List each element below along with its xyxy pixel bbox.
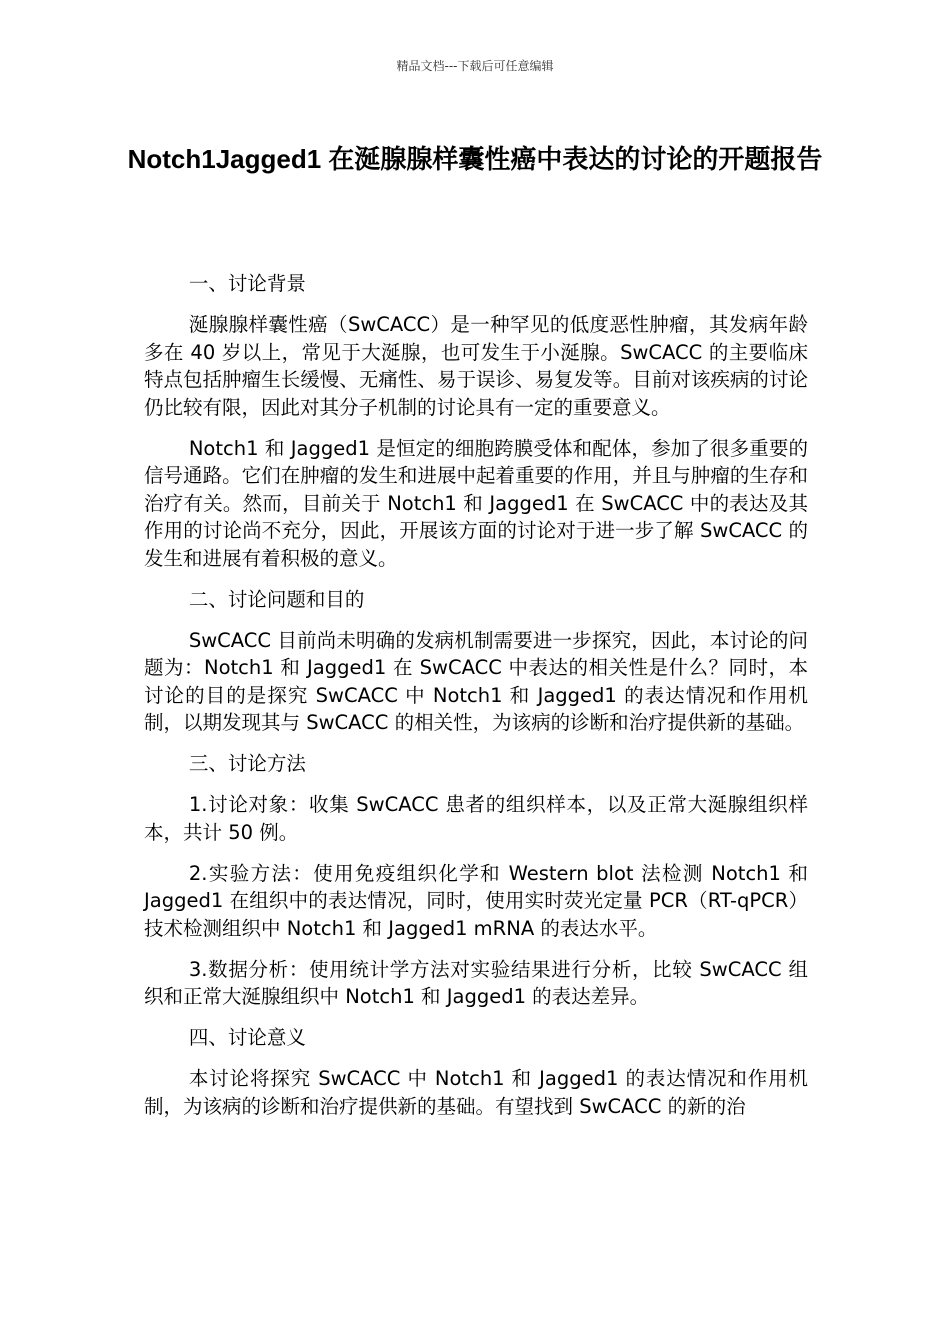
paragraph: 3.数据分析：使用统计学方法对实验结果进行分析，比较 SwCACC 组织和正常大涎腺组织中 Notch1 和 Jagged1 的表达差异。: [144, 957, 808, 1008]
paragraph: SwCACC 目前尚未明确的发病机制需要进一步探究，因此，本讨论的问题为：Notch1 和 Jagged1 在 SwCACC 中表达的相关性是什么？同时，本讨论的目的是探究 SwCACC 中 Notch1 和 Jagged1 的表达情况和作用机制，以期发现其与 SwCACC 的相关性，为该病的诊断和治疗提供新的基础。: [144, 628, 808, 734]
section-heading-methods: 三、讨论方法: [188, 752, 306, 775]
document-title: Notch1Jagged1 在涎腺腺样囊性癌中表达的讨论的开题报告: [127, 144, 823, 174]
section-heading-significance: 四、讨论意义: [188, 1026, 306, 1049]
section-heading-questions: 二、讨论问题和目的: [188, 587, 365, 611]
page-header: 精品文档---下载后可任意编辑: [396, 59, 554, 73]
section-heading-background: 一、讨论背景: [188, 272, 306, 295]
document-body: [144, 270, 808, 1134]
paragraph: 1.讨论对象：收集 SwCACC 患者的组织样本，以及正常大涎腺组织样本，共计 50 例。: [144, 793, 808, 844]
paragraph: Notch1 和 Jagged1 是恒定的细胞跨膜受体和配体，参加了很多重要的信号通路。它们在肿瘤的发生和进展中起着重要的作用，并且与肿瘤的生存和治疗有关。然而，目前关于 Notch1 和 Jagged1 在 SwCACC 中的表达及其作用的讨论尚不充分，因此，开展该方面的讨论对于进一步了解 SwCACC 的发生和进展有着积极的意义。: [144, 436, 808, 570]
paragraph: 2.实验方法：使用免疫组织化学和 Western blot 法检测 Notch1 和 Jagged1 在组织中的表达情况，同时，使用实时荧光定量 PCR（RT-qPCR）技术检测组织中 Notch1 和 Jagged1 mRNA 的表达水平。: [144, 861, 808, 940]
paragraph: 涎腺腺样囊性癌（SwCACC）是一种罕见的低度恶性肿瘤，其发病年龄多在 40 岁以上，常见于大涎腺，也可发生于小涎腺。SwCACC 的主要临床特点包括肿瘤生长缓慢、无痛性、易于误诊、易复发等。目前对该疾病的讨论仍比较有限，因此对其分子机制的讨论具有一定的重要意义。: [144, 313, 808, 419]
paragraph: 本讨论将探究 SwCACC 中 Notch1 和 Jagged1 的表达情况和作用机制，为该病的诊断和治疗提供新的基础。有望找到 SwCACC 的新的治: [144, 1067, 808, 1118]
